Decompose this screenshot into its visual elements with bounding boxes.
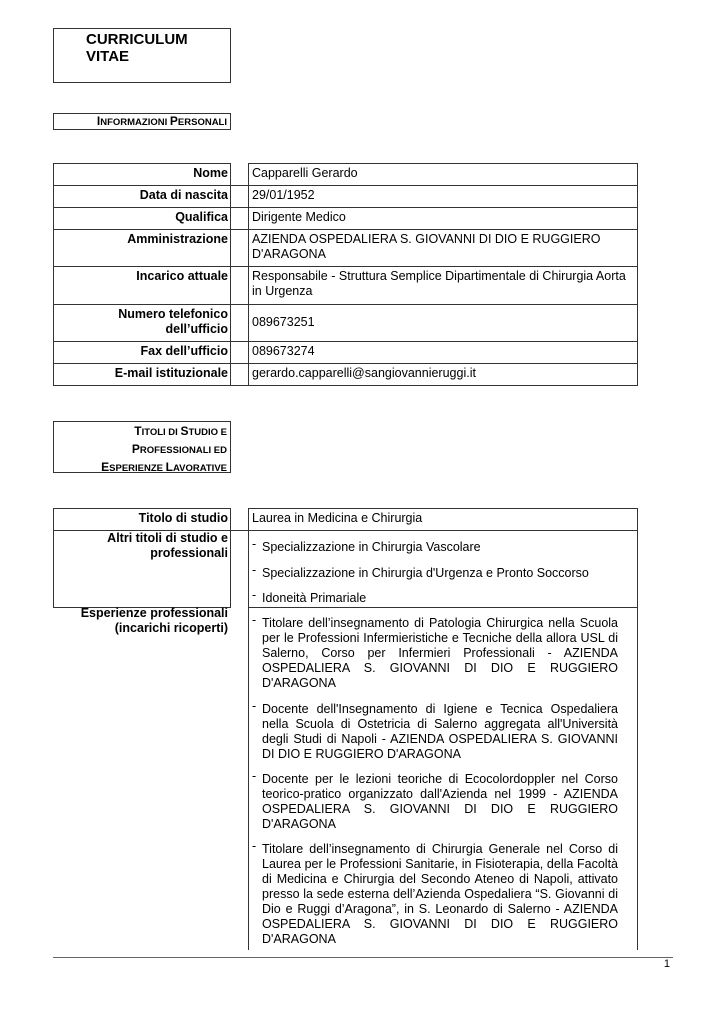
table-border: [53, 341, 638, 342]
table-border: [53, 266, 638, 267]
label-amministrazione: Amministrazione: [127, 232, 228, 246]
list-item: - Specializzazione in Chirurgia d'Urgenza e Pronto Soccorso: [252, 563, 589, 580]
page-number: 1: [663, 958, 670, 970]
cv-title-box: [53, 28, 231, 83]
table-border: [248, 607, 638, 608]
label-esperienze: Esperienze professionali (incarichi ricoperti): [80, 606, 228, 635]
value-fax: 089673274: [252, 344, 315, 358]
table-border: [53, 304, 638, 305]
list-item: - Titolare dell’insegnamento di Chirurgia Generale nel Corso di Laurea per le Professioni Sanitarie, in Fisioterapia, della Facoltà di Medicina e Chirurgia del Secondo Ateneo di Napoli, attivato presso la sede esterna dell’Azienda Ospedaliera “S. Giovanni di Dio e Ruggi d’Aragona”, in S. Leonardo di Salerno - AZIENDA OSPEDALIERA S. GIOVANNI DI DIO E RUGGIERO D'ARAGONA: [252, 839, 618, 946]
label-nome: Nome: [193, 166, 228, 180]
bullet-icon: -: [252, 699, 257, 713]
list-item: - Titolare dell’insegnamento di Patologia Chirurgica nella Scuola per le Professioni Infermieristiche e Tecniche della allora USL di Salerno, Corso per Infermieri Professionali - AZIENDA OSPEDALIERA S. GIOVANNI DI DIO E RUGGIERO D'ARAGONA: [252, 613, 618, 690]
value-qualifica: Dirigente Medico: [252, 210, 346, 224]
label-titolo-studio: Titolo di studio: [138, 511, 228, 525]
table-border: [248, 163, 638, 164]
label-data-nascita: Data di nascita: [139, 188, 228, 202]
value-data-nascita: 29/01/1952: [252, 188, 315, 202]
table-border: [53, 508, 231, 509]
table-border: [637, 508, 638, 950]
label-incarico: Incarico attuale: [136, 269, 228, 283]
table-border: [53, 185, 638, 186]
label-qualifica: Qualifica: [175, 210, 228, 224]
bullet-icon: -: [252, 588, 257, 602]
bullet-icon: -: [252, 563, 257, 577]
table-border: [53, 229, 638, 230]
list-item: - Docente dell'Insegnamento di Igiene e Tecnica Ospedaliera nella Scuola di Ostetricia di Salerno aggregata all'Università degli Studi di Napoli - AZIENDA OSPEDALIERA S. GIOVANNI DI DIO E RUGGIERO D'ARAGONA: [252, 699, 618, 761]
bullet-icon: -: [252, 537, 257, 551]
table-border: [53, 207, 638, 208]
section-titoli-heading: TITOLI DI STUDIO E PROFESSIONALI ED ESPERIENZE LAVORATIVE: [101, 424, 227, 474]
bullet-icon: -: [252, 769, 257, 783]
table-border: [53, 385, 638, 386]
value-amministrazione: AZIENDA OSPEDALIERA S. GIOVANNI DI DIO E RUGGIERO D'ARAGONA: [252, 232, 601, 261]
label-telefono: Numero telefonico dell’ufficio: [118, 307, 228, 336]
list-item: - Idoneità Primariale: [252, 588, 367, 605]
cv-title: CURRICULUM VITAE: [86, 31, 188, 65]
section-personal-heading: INFORMAZIONI PERSONALI: [96, 114, 227, 128]
value-titolo-studio: Laurea in Medicina e Chirurgia: [252, 511, 423, 525]
list-item: - Specializzazione in Chirurgia Vascolare: [252, 537, 481, 554]
label-altri-titoli: Altri titoli di studio e professionali: [107, 531, 228, 560]
label-email: E-mail istituzionale: [114, 366, 228, 380]
value-nome: Capparelli Gerardo: [252, 166, 358, 180]
list-item: - Docente per le lezioni teoriche di Ecocolordoppler nel Corso teorico-pratico organizzato dall'Azienda nel 1999 - AZIENDA OSPEDALIERA S. GIOVANNI DI DIO E RUGGIERO D'ARAGONA: [252, 769, 618, 831]
value-incarico: Responsabile - Struttura Semplice Dipartimentale di Chirurgia Aorta in Urgenza: [252, 269, 626, 298]
table-border: [53, 363, 638, 364]
bullet-icon: -: [252, 839, 257, 853]
value-email: gerardo.capparelli@sangiovannieruggi.it: [252, 366, 476, 380]
label-fax: Fax dell’ufficio: [140, 344, 228, 358]
value-telefono: 089673251: [252, 315, 315, 329]
table-border: [53, 163, 231, 164]
bullet-icon: -: [252, 613, 257, 627]
table-border: [248, 508, 638, 509]
footer-divider: [53, 957, 673, 958]
